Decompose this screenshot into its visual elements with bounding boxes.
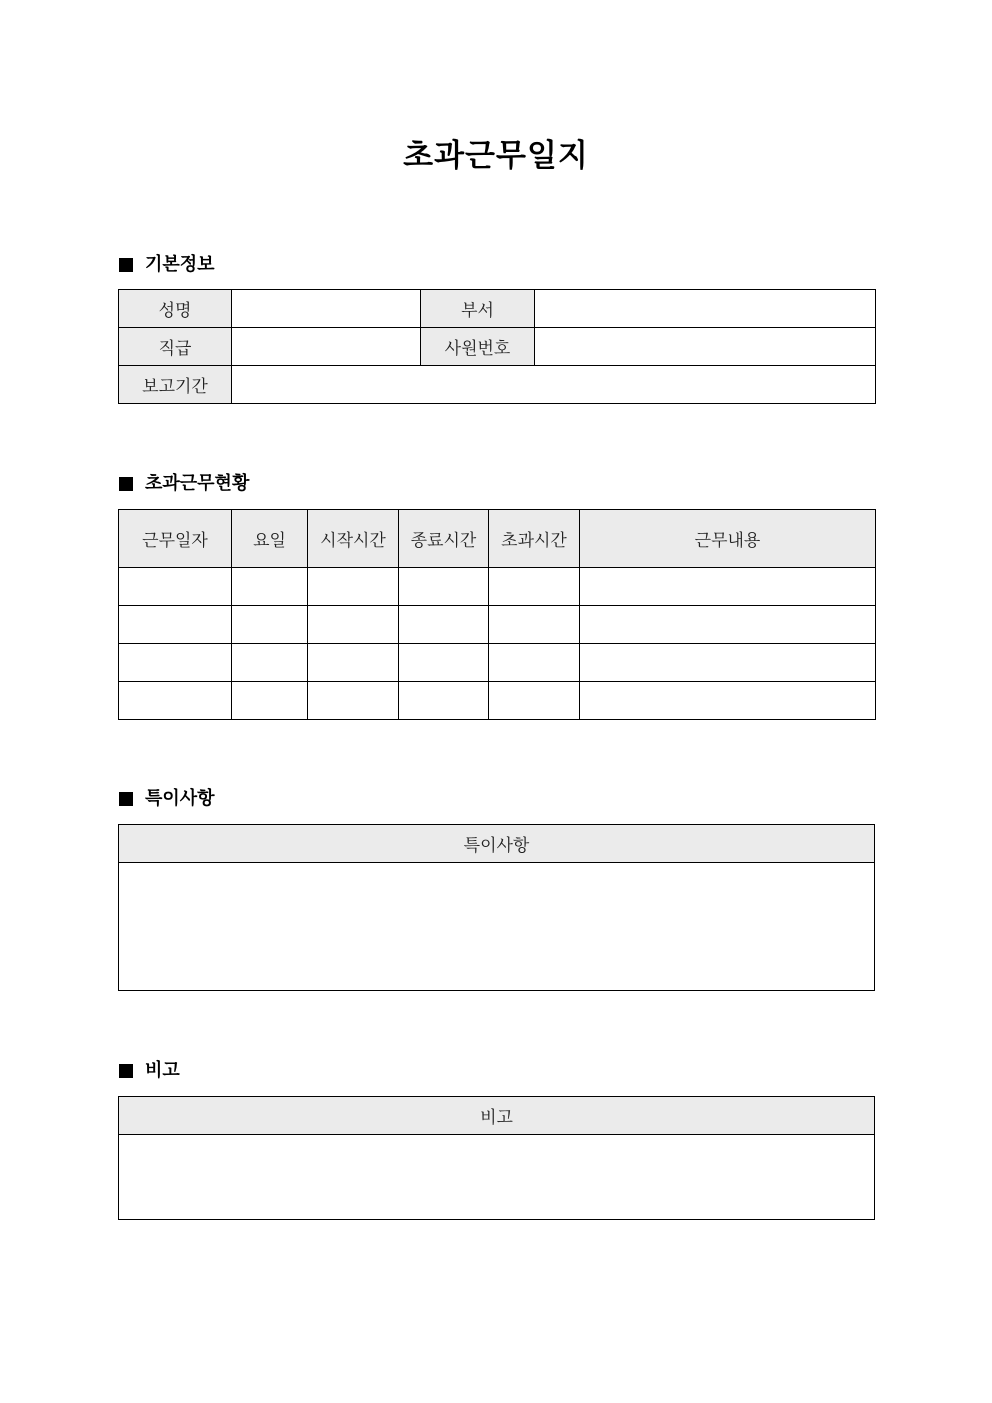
- weekday-cell[interactable]: [232, 606, 308, 644]
- square-bullet-icon: [119, 477, 133, 491]
- remarks-field[interactable]: [119, 1135, 875, 1220]
- section-heading-basic-info: [119, 252, 215, 278]
- table-row: [119, 606, 876, 644]
- section-heading-special-notes: [119, 786, 215, 812]
- work-description-cell[interactable]: [580, 606, 876, 644]
- square-bullet-icon: [119, 792, 133, 806]
- basic-info-table: [118, 289, 876, 404]
- section-heading-label: 기본정보: [145, 254, 215, 275]
- column-header-weekday: 요일: [232, 510, 308, 568]
- employee-number-field[interactable]: [535, 328, 876, 366]
- end-time-cell[interactable]: [399, 644, 489, 682]
- section-heading-label: 비고: [145, 1060, 180, 1081]
- special-notes-field[interactable]: [119, 863, 875, 991]
- remarks-table: [118, 1096, 875, 1220]
- overtime-hours-cell[interactable]: [489, 682, 580, 720]
- rank-field[interactable]: [232, 328, 421, 366]
- section-heading-label: 초과근무현황: [145, 473, 250, 494]
- table-row: [119, 568, 876, 606]
- weekday-cell[interactable]: [232, 644, 308, 682]
- end-time-cell[interactable]: [399, 568, 489, 606]
- name-field[interactable]: [232, 290, 421, 328]
- report-period-label: 보고기간: [119, 366, 232, 404]
- column-header-overtime-hours: 초과시간: [489, 510, 580, 568]
- overtime-hours-cell[interactable]: [489, 606, 580, 644]
- section-heading-overtime-status: [119, 471, 249, 497]
- employee-number-label: 사원번호: [421, 328, 535, 366]
- special-notes-header: 특이사항: [119, 825, 875, 863]
- start-time-cell[interactable]: [308, 682, 399, 720]
- square-bullet-icon: [119, 258, 133, 272]
- work-date-cell[interactable]: [119, 606, 232, 644]
- special-notes-table: [118, 824, 875, 991]
- table-row: [119, 644, 876, 682]
- work-description-cell[interactable]: [580, 644, 876, 682]
- start-time-cell[interactable]: [308, 606, 399, 644]
- report-period-field[interactable]: [232, 366, 876, 404]
- work-description-cell[interactable]: [580, 568, 876, 606]
- section-heading-label: 특이사항: [145, 788, 215, 809]
- start-time-cell[interactable]: [308, 644, 399, 682]
- name-label: 성명: [119, 290, 232, 328]
- rank-label: 직급: [119, 328, 232, 366]
- start-time-cell[interactable]: [308, 568, 399, 606]
- column-header-work-date: 근무일자: [119, 510, 232, 568]
- work-date-cell[interactable]: [119, 568, 232, 606]
- overtime-table: [118, 509, 876, 720]
- end-time-cell[interactable]: [399, 682, 489, 720]
- overtime-hours-cell[interactable]: [489, 568, 580, 606]
- section-heading-remarks: [119, 1058, 180, 1084]
- work-date-cell[interactable]: [119, 644, 232, 682]
- department-label: 부서: [421, 290, 535, 328]
- end-time-cell[interactable]: [399, 606, 489, 644]
- overtime-hours-cell[interactable]: [489, 644, 580, 682]
- weekday-cell[interactable]: [232, 568, 308, 606]
- work-description-cell[interactable]: [580, 682, 876, 720]
- column-header-work-description: 근무내용: [580, 510, 876, 568]
- column-header-start-time: 시작시간: [308, 510, 399, 568]
- department-field[interactable]: [535, 290, 876, 328]
- table-row: [119, 682, 876, 720]
- remarks-header: 비고: [119, 1097, 875, 1135]
- square-bullet-icon: [119, 1064, 133, 1078]
- column-header-end-time: 종료시간: [399, 510, 489, 568]
- page-title: 초과근무일지: [403, 138, 589, 174]
- work-date-cell[interactable]: [119, 682, 232, 720]
- weekday-cell[interactable]: [232, 682, 308, 720]
